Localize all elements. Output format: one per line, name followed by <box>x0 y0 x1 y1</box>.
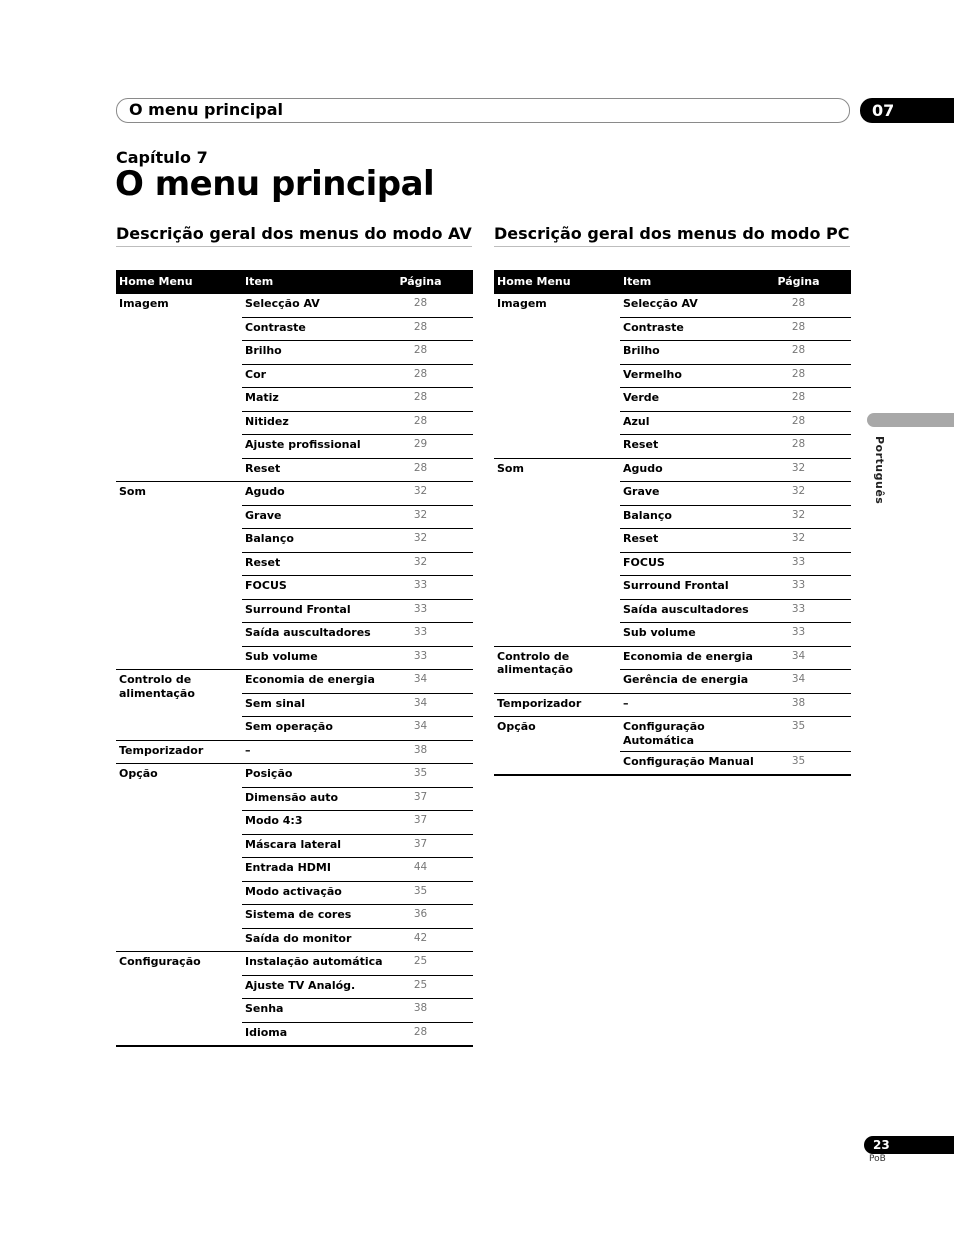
menu-category: Imagem <box>119 296 169 310</box>
menu-item: Ajuste profissional <box>242 435 395 459</box>
menu-item: Cor <box>242 364 395 388</box>
header-item: Item <box>620 270 773 294</box>
menu-item: Agudo <box>620 458 773 482</box>
menu-item: Selecção AV <box>620 294 773 318</box>
menu-item: Brilho <box>620 341 773 365</box>
menu-item: Sem sinal <box>242 693 395 717</box>
menu-item-page: 38 <box>773 693 851 717</box>
menu-item: Balanço <box>620 505 773 529</box>
menu-item: Economia de energia <box>242 670 395 694</box>
menu-item-page: 28 <box>773 388 851 412</box>
table-row <box>116 740 473 764</box>
page-number-tab <box>864 1136 954 1154</box>
menu-item-page: 28 <box>395 341 473 365</box>
menu-item: Reset <box>620 435 773 459</box>
menu-item: Reset <box>242 458 395 482</box>
header-home-menu: Home Menu <box>116 270 242 294</box>
menu-category: Controlo de alimentação <box>116 670 242 741</box>
table-row <box>494 294 851 318</box>
menu-item-page: 28 <box>395 411 473 435</box>
menu-category: Temporizador <box>116 740 242 764</box>
menu-item-page: 25 <box>395 952 473 976</box>
menu-category: Configuração <box>116 952 242 1046</box>
menu-item-page: 28 <box>395 1022 473 1046</box>
menu-item: Contraste <box>242 317 395 341</box>
header-page: Página <box>395 270 473 294</box>
menu-item: Senha <box>242 999 395 1023</box>
table-row <box>494 458 851 482</box>
menu-item-page: 36 <box>395 905 473 929</box>
menu-item-page: 33 <box>395 599 473 623</box>
menu-item: Entrada HDMI <box>242 858 395 882</box>
menu-item-page: 32 <box>395 482 473 506</box>
table-row <box>494 717 851 752</box>
menu-item: – <box>620 693 773 717</box>
menu-item-page: 32 <box>395 505 473 529</box>
av-table-body <box>116 294 473 1046</box>
menu-item: FOCUS <box>620 552 773 576</box>
menu-item: FOCUS <box>242 576 395 600</box>
menu-item: Saída auscultadores <box>242 623 395 647</box>
menu-item-page: 25 <box>395 975 473 999</box>
menu-item: Dimensão auto <box>242 787 395 811</box>
menu-item-page: 34 <box>395 693 473 717</box>
menu-item: Configuração Automática <box>620 717 773 752</box>
menu-item-page: 32 <box>773 529 851 553</box>
menu-item-page: 35 <box>395 764 473 788</box>
menu-item-page: 33 <box>773 576 851 600</box>
menu-item: Sub volume <box>620 623 773 647</box>
menu-item: Saída do monitor <box>242 928 395 952</box>
menu-item: Sem operação <box>242 717 395 741</box>
header-home-menu: Home Menu <box>494 270 620 294</box>
menu-item-page: 34 <box>773 646 851 670</box>
menu-item: Configuração Manual <box>620 752 773 776</box>
menu-item-page: 37 <box>395 787 473 811</box>
menu-item: Matiz <box>242 388 395 412</box>
menu-item-page: 33 <box>395 646 473 670</box>
menu-item-page: 28 <box>395 388 473 412</box>
menu-item-page: 32 <box>395 552 473 576</box>
menu-item-page: 34 <box>773 670 851 694</box>
menu-item-page: 37 <box>395 811 473 835</box>
menu-item: Ajuste TV Analóg. <box>242 975 395 999</box>
av-section-title: Descrição geral dos menus do modo AV <box>116 224 472 247</box>
section-header-bar <box>116 98 850 123</box>
menu-item: Sub volume <box>242 646 395 670</box>
menu-item: Vermelho <box>620 364 773 388</box>
table-row <box>116 294 473 318</box>
menu-item: Máscara lateral <box>242 834 395 858</box>
chapter-label: Capítulo 7 <box>116 148 208 167</box>
menu-item-page: 35 <box>395 881 473 905</box>
menu-item: Surround Frontal <box>242 599 395 623</box>
table-row <box>116 952 473 976</box>
menu-item: Balanço <box>242 529 395 553</box>
menu-item-page: 32 <box>773 482 851 506</box>
header-page: Página <box>773 270 851 294</box>
page-code: PoB <box>869 1154 886 1164</box>
menu-category: Som <box>116 482 242 670</box>
menu-item-page: 35 <box>773 717 851 752</box>
menu-item: Idioma <box>242 1022 395 1046</box>
menu-item: Reset <box>620 529 773 553</box>
menu-item: Modo 4:3 <box>242 811 395 835</box>
page-title: O menu principal <box>115 164 435 204</box>
menu-item: Azul <box>620 411 773 435</box>
menu-item: Sistema de cores <box>242 905 395 929</box>
menu-item: Agudo <box>242 482 395 506</box>
section-header-title: O menu principal <box>129 100 283 119</box>
menu-item-page: 28 <box>773 341 851 365</box>
menu-item-page: 28 <box>395 294 473 318</box>
pc-section-title: Descrição geral dos menus do modo PC <box>494 224 850 247</box>
menu-item-page: 38 <box>395 740 473 764</box>
menu-item-page: 28 <box>773 435 851 459</box>
menu-item-page: 33 <box>395 576 473 600</box>
menu-item-page: 28 <box>395 364 473 388</box>
menu-item: Economia de energia <box>620 646 773 670</box>
table-row <box>116 764 473 788</box>
menu-item-page: 32 <box>773 505 851 529</box>
table-row <box>494 693 851 717</box>
menu-category: Temporizador <box>494 693 620 717</box>
menu-item-page: 28 <box>773 411 851 435</box>
menu-item-page: 33 <box>773 599 851 623</box>
menu-item-page: 28 <box>395 317 473 341</box>
menu-item-page: 34 <box>395 670 473 694</box>
table-header-row <box>116 270 473 294</box>
menu-item-page: 34 <box>395 717 473 741</box>
menu-item-page: 28 <box>773 317 851 341</box>
pc-table-body <box>494 294 851 776</box>
menu-item: Brilho <box>242 341 395 365</box>
menu-category: Opção <box>494 717 620 776</box>
menu-item: Modo activação <box>242 881 395 905</box>
table-row <box>116 482 473 506</box>
menu-item: Reset <box>242 552 395 576</box>
table-row <box>494 646 851 670</box>
menu-item-page: 28 <box>773 294 851 318</box>
menu-item-page: 37 <box>395 834 473 858</box>
page-number: 23 <box>873 1138 890 1152</box>
language-side-tab <box>867 413 954 427</box>
header-item: Item <box>242 270 395 294</box>
menu-item: Instalação automática <box>242 952 395 976</box>
chapter-number-tab <box>860 98 954 123</box>
menu-item: Grave <box>242 505 395 529</box>
menu-item-page: 29 <box>395 435 473 459</box>
menu-item: Verde <box>620 388 773 412</box>
menu-category: Imagem <box>497 296 547 310</box>
menu-item-page: 33 <box>773 552 851 576</box>
table-row <box>116 670 473 694</box>
menu-item: Surround Frontal <box>620 576 773 600</box>
menu-item-page: 42 <box>395 928 473 952</box>
menu-item-page: 28 <box>773 364 851 388</box>
menu-item-page: 35 <box>773 752 851 776</box>
menu-item-page: 33 <box>773 623 851 647</box>
menu-item: – <box>242 740 395 764</box>
menu-item-page: 32 <box>773 458 851 482</box>
menu-item-page: 32 <box>395 529 473 553</box>
menu-item-page: 44 <box>395 858 473 882</box>
menu-category: Controlo de alimentação <box>494 646 620 693</box>
menu-category: Opção <box>116 764 242 952</box>
menu-item: Nitidez <box>242 411 395 435</box>
chapter-number: 07 <box>872 101 895 120</box>
menu-item: Posição <box>242 764 395 788</box>
menu-item: Grave <box>620 482 773 506</box>
menu-item-page: 28 <box>395 458 473 482</box>
table-header-row <box>494 270 851 294</box>
menu-item: Gerência de energia <box>620 670 773 694</box>
menu-item: Contraste <box>620 317 773 341</box>
menu-item: Saída auscultadores <box>620 599 773 623</box>
language-label: Português <box>873 436 886 505</box>
menu-item-page: 38 <box>395 999 473 1023</box>
menu-item-page: 33 <box>395 623 473 647</box>
menu-item: Selecção AV <box>242 294 395 318</box>
pc-menu-table <box>494 270 851 776</box>
menu-category: Som <box>494 458 620 646</box>
av-menu-table <box>116 270 473 1047</box>
